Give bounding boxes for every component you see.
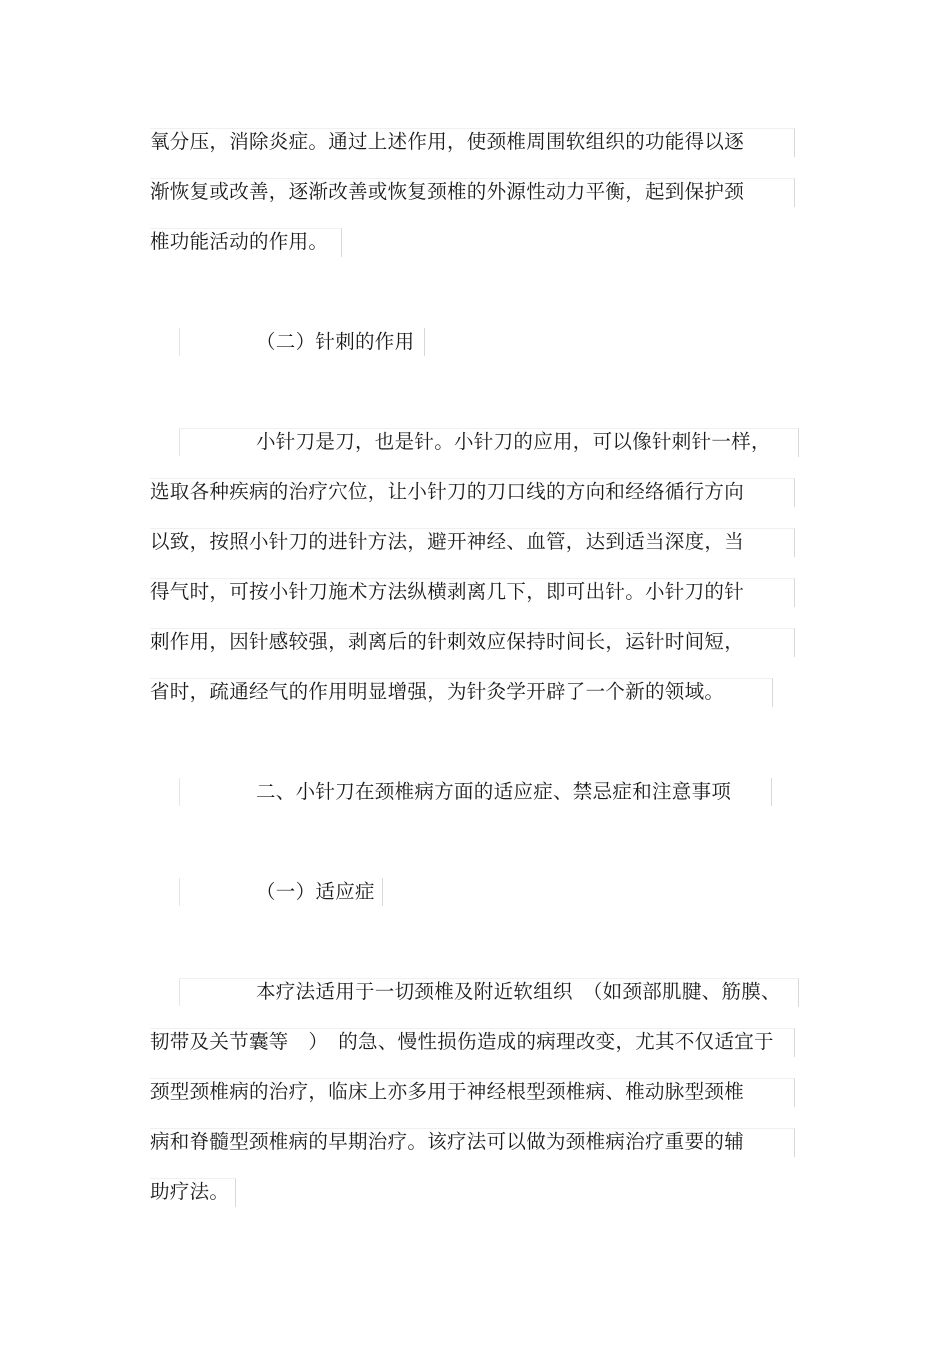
paragraph-line: 小针刀是刀，也是针。小针刀的应用，可以像针刺针一样， <box>256 430 771 453</box>
section-heading: （一）适应症 <box>256 880 375 903</box>
paragraph-line: 病和脊髓型颈椎病的早期治疗。该疗法可以做为颈椎病治疗重要的辅 <box>150 1130 745 1153</box>
paragraph-line: 颈型颈椎病的治疗，临床上亦多用于神经根型颈椎病、椎动脉型颈椎 <box>150 1080 745 1103</box>
paragraph-line: 得气时，可按小针刀施术方法纵横剥离几下，即可出针。小针刀的针 <box>150 580 745 603</box>
paragraph-line: 韧带及关节囊等 ） 的急、慢性损伤造成的病理改变，尤其不仅适宜于 <box>150 1030 774 1053</box>
paragraph-line: 氧分压，消除炎症。通过上述作用，使颈椎周围软组织的功能得以逐 <box>150 130 745 153</box>
paragraph-line: 以致，按照小针刀的进针方法，避开神经、血管，达到适当深度，当 <box>150 530 745 553</box>
paragraph-line: 椎功能活动的作用。 <box>150 230 329 253</box>
paragraph-line: 本疗法适用于一切颈椎及附近软组织 （如颈部肌腱、筋膜、 <box>256 980 781 1003</box>
paragraph-line: 刺作用，因针感较强，剥离后的针刺效应保持时间长，运针时间短， <box>150 630 745 653</box>
paragraph-line: 选取各种疾病的治疗穴位，让小针刀的刀口线的方向和经络循行方向 <box>150 480 745 503</box>
section-heading: 二、小针刀在颈椎病方面的适应症、禁忌症和注意事项 <box>256 780 732 803</box>
paragraph-line: 助疗法。 <box>150 1180 230 1203</box>
paragraph-line: 渐恢复或改善，逐渐改善或恢复颈椎的外源性动力平衡，起到保护颈 <box>150 180 745 203</box>
paragraph-line: 省时，疏通经气的作用明显增强，为针灸学开辟了一个新的领域。 <box>150 680 725 703</box>
section-heading: （二）针刺的作用 <box>256 330 415 353</box>
